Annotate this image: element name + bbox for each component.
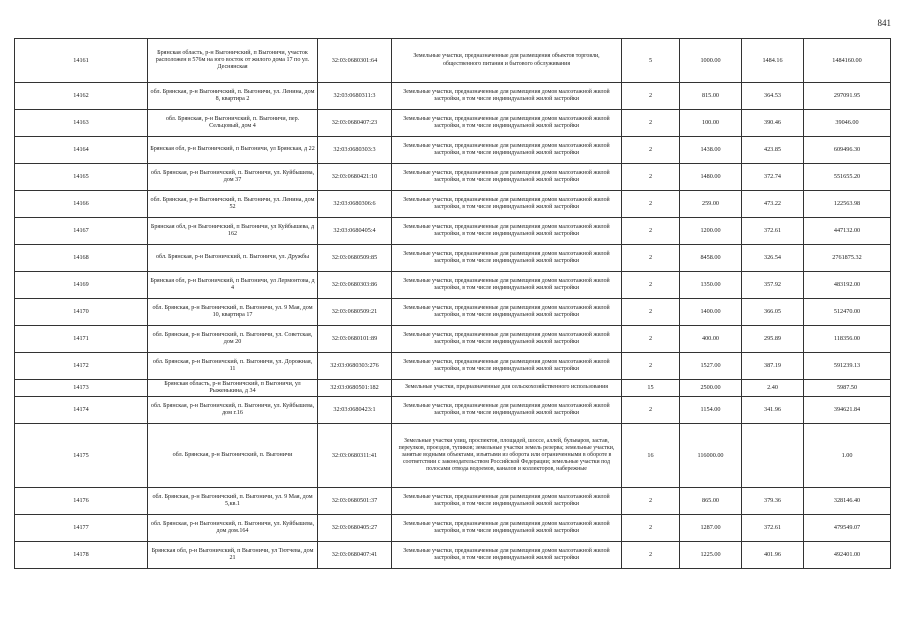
area-cell: 8458.00 (680, 245, 742, 272)
row-number: 14173 (15, 380, 148, 397)
address-cell: обл. Брянская, р-н Выгоничский, п. Выгоничи, ул. Дружбы (148, 245, 318, 272)
specific-value-cell: 341.96 (742, 397, 804, 424)
group-cell: 2 (622, 245, 680, 272)
group-cell: 2 (622, 218, 680, 245)
specific-value-cell: 366.05 (742, 299, 804, 326)
cadastral-cost-cell: 479549.07 (804, 515, 891, 542)
cadastral-number-cell: 32:03:0680101:89 (318, 326, 392, 353)
land-use-cell: Земельные участки, предназначенные для размещения домов малоэтажной жилой застройки, в том числе индивидуальной жилой застройки (392, 164, 622, 191)
land-use-cell: Земельные участки, предназначенные для размещения домов малоэтажной жилой застройки, в том числе индивидуальной жилой застройки (392, 83, 622, 110)
area-cell: 2500.00 (680, 380, 742, 397)
cadastral-number-cell: 32:03:0680423:1 (318, 397, 392, 424)
cadastral-cost-cell: 118356.00 (804, 326, 891, 353)
cadastral-number-cell: 32:03:0680509:85 (318, 245, 392, 272)
group-cell: 16 (622, 424, 680, 488)
land-use-cell: Земельные участки, предназначенные для размещения домов малоэтажной жилой застройки, в том числе индивидуальной жилой застройки (392, 397, 622, 424)
land-use-cell: Земельные участки, предназначенные для размещения домов малоэтажной жилой застройки, в том числе индивидуальной жилой застройки (392, 137, 622, 164)
specific-value-cell: 1484.16 (742, 39, 804, 83)
row-number: 14164 (15, 137, 148, 164)
land-use-cell: Земельные участки, предназначенные для размещения домов малоэтажной жилой застройки, в том числе индивидуальной жилой застройки (392, 488, 622, 515)
table-row (15, 424, 891, 488)
cadastral-cost-cell: 512470.00 (804, 299, 891, 326)
row-number: 14169 (15, 272, 148, 299)
row-number: 14171 (15, 326, 148, 353)
table-row (15, 326, 891, 353)
row-number: 14168 (15, 245, 148, 272)
specific-value-cell: 423.85 (742, 137, 804, 164)
specific-value-cell (742, 424, 804, 488)
table-row (15, 397, 891, 424)
group-cell: 2 (622, 353, 680, 380)
cadastral-cost-cell: 483192.00 (804, 272, 891, 299)
cadastral-cost-cell: 394621.84 (804, 397, 891, 424)
group-cell: 2 (622, 515, 680, 542)
address-cell: Брянская обл, р-н Выгоничский, п Выгоничи, ул Лермонтова, д 4 (148, 272, 318, 299)
area-cell: 1527.00 (680, 353, 742, 380)
area-cell: 259.00 (680, 191, 742, 218)
specific-value-cell: 372.61 (742, 218, 804, 245)
group-cell: 2 (622, 164, 680, 191)
table-row (15, 164, 891, 191)
address-cell: обл. Брянская, р-н Выгоничский, п. Выгоничи, ул. Куйбышева, дом 37 (148, 164, 318, 191)
cadastral-cost-cell: 297091.95 (804, 83, 891, 110)
row-number: 14166 (15, 191, 148, 218)
cadastral-number-cell: 32:03:0680501:37 (318, 488, 392, 515)
land-use-cell: Земельные участки, предназначенные для размещения домов малоэтажной жилой застройки, в том числе индивидуальной жилой застройки (392, 110, 622, 137)
cadastral-cost-cell: 1484160.00 (804, 39, 891, 83)
specific-value-cell: 364.53 (742, 83, 804, 110)
address-cell: обл. Брянская, р-н Выгоничский, п. Выгоничи, ул. Ленина, дом 8, квартира 2 (148, 83, 318, 110)
area-cell: 1154.00 (680, 397, 742, 424)
table-row (15, 218, 891, 245)
specific-value-cell: 2.40 (742, 380, 804, 397)
cadastral-number-cell: 32:03:0680306:6 (318, 191, 392, 218)
row-number: 14176 (15, 488, 148, 515)
table-row (15, 191, 891, 218)
group-cell: 2 (622, 488, 680, 515)
cadastral-number-cell: 32:03:0680421:10 (318, 164, 392, 191)
area-cell: 1480.00 (680, 164, 742, 191)
area-cell: 865.00 (680, 488, 742, 515)
table-row (15, 272, 891, 299)
group-cell: 5 (622, 39, 680, 83)
area-cell: 1200.00 (680, 218, 742, 245)
area-cell: 116000.00 (680, 424, 742, 488)
land-use-cell: Земельные участки, предназначенные для размещения домов малоэтажной жилой застройки, в том числе индивидуальной жилой застройки (392, 542, 622, 569)
area-cell: 400.00 (680, 326, 742, 353)
area-cell: 815.00 (680, 83, 742, 110)
group-cell: 2 (622, 299, 680, 326)
table-row (15, 380, 891, 397)
address-cell: Брянская обл, р-н Выгоничский, п Выгоничи, ул Тютчева, дом 21 (148, 542, 318, 569)
row-number: 14178 (15, 542, 148, 569)
land-use-cell: Земельные участки, предназначенные для размещения домов малоэтажной жилой застройки, в том числе индивидуальной жилой застройки (392, 515, 622, 542)
area-cell: 1287.00 (680, 515, 742, 542)
table-row (15, 245, 891, 272)
cadastral-number-cell: 32:03:0680301:64 (318, 39, 392, 83)
cadastral-number-cell: 32:03:0680311:3 (318, 83, 392, 110)
cadastral-number-cell: 32:03:0680407:23 (318, 110, 392, 137)
area-cell: 100.00 (680, 110, 742, 137)
page-number: 841 (877, 18, 891, 28)
table-body (15, 39, 891, 569)
group-cell: 2 (622, 83, 680, 110)
row-number: 14170 (15, 299, 148, 326)
table-row (15, 542, 891, 569)
land-use-cell: Земельные участки улиц, проспектов, площадей, шоссе, аллей, бульваров, застав, переулков, проездов, тупиков; земельные участки земель резерва; земельные участки, занятые водными объектами, изъятыми из оборота или ограниченными в обороте в соответствии с законодательством Российской Федерации; земельные участки под полосами отвода водоемов, каналов и коллекторов, набережные (392, 424, 622, 488)
row-number: 14162 (15, 83, 148, 110)
address-cell: обл. Брянская, р-н Выгоничский, п. Выгоничи (148, 424, 318, 488)
row-number: 14172 (15, 353, 148, 380)
group-cell: 2 (622, 326, 680, 353)
land-use-cell: Земельные участки, предназначенные для размещения домов малоэтажной жилой застройки, в том числе индивидуальной жилой застройки (392, 272, 622, 299)
table-row (15, 110, 891, 137)
row-number: 14177 (15, 515, 148, 542)
row-number: 14167 (15, 218, 148, 245)
group-cell: 2 (622, 397, 680, 424)
cadastral-cost-cell: 492401.00 (804, 542, 891, 569)
address-cell: обл. Брянская, р-н Выгоничский, п. Выгоничи, ул. 9 Мая, дом 10, квартира 17 (148, 299, 318, 326)
group-cell: 2 (622, 191, 680, 218)
specific-value-cell: 379.36 (742, 488, 804, 515)
cadastral-cost-cell: 447132.00 (804, 218, 891, 245)
cadastral-cost-cell: 122563.98 (804, 191, 891, 218)
specific-value-cell: 473.22 (742, 191, 804, 218)
land-use-cell: Земельные участки, предназначенные для размещения домов малоэтажной жилой застройки, в том числе индивидуальной жилой застройки (392, 245, 622, 272)
address-cell: Брянская обл, р-н Выгоничский, п Выгоничи, ул Брянская, д 22 (148, 137, 318, 164)
table-row (15, 488, 891, 515)
area-cell: 1225.00 (680, 542, 742, 569)
cadastral-cost-cell: 5987.50 (804, 380, 891, 397)
land-use-cell: Земельные участки, предназначенные для размещения домов малоэтажной жилой застройки, в том числе индивидуальной жилой застройки (392, 326, 622, 353)
area-cell: 1000.00 (680, 39, 742, 83)
specific-value-cell: 401.96 (742, 542, 804, 569)
specific-value-cell: 387.19 (742, 353, 804, 380)
cadastral-number-cell: 32:03:0680405:4 (318, 218, 392, 245)
row-number: 14163 (15, 110, 148, 137)
row-number: 14161 (15, 39, 148, 83)
land-use-cell: Земельные участки, предназначенные для размещения домов малоэтажной жилой застройки, в том числе индивидуальной жилой застройки (392, 218, 622, 245)
address-cell: обл. Брянская, р-н Выгоничский, п. Выгоничи, пер. Сельцовый, дом 4 (148, 110, 318, 137)
group-cell: 2 (622, 110, 680, 137)
cadastral-number-cell: 32:03:0680407:41 (318, 542, 392, 569)
specific-value-cell: 390.46 (742, 110, 804, 137)
cadastral-value-table (14, 38, 891, 569)
specific-value-cell: 295.89 (742, 326, 804, 353)
table-row (15, 39, 891, 83)
land-use-cell: Земельные участки, предназначенные для размещения домов малоэтажной жилой застройки, в том числе индивидуальной жилой застройки (392, 299, 622, 326)
table-row (15, 299, 891, 326)
group-cell: 2 (622, 137, 680, 164)
address-cell: обл. Брянская, р-н Выгоничский, п. Выгоничи, ул. Советская, дом 20 (148, 326, 318, 353)
group-cell: 2 (622, 542, 680, 569)
cadastral-cost-cell: 551655.20 (804, 164, 891, 191)
group-cell: 2 (622, 272, 680, 299)
address-cell: Брянская область, р-н Выгоничский, п Выгоничи, ул Рыженькина, д 34 (148, 380, 318, 397)
specific-value-cell: 372.74 (742, 164, 804, 191)
row-number: 14165 (15, 164, 148, 191)
cadastral-number-cell: 32:03:0680501:182 (318, 380, 392, 397)
specific-value-cell: 326.54 (742, 245, 804, 272)
cadastral-cost-cell: 328146.40 (804, 488, 891, 515)
group-cell: 15 (622, 380, 680, 397)
row-number: 14174 (15, 397, 148, 424)
land-use-cell: Земельные участки, предназначенные для сельскохозяйственного использования (392, 380, 622, 397)
specific-value-cell: 357.92 (742, 272, 804, 299)
table-row (15, 83, 891, 110)
row-number: 14175 (15, 424, 148, 488)
table-row (15, 137, 891, 164)
land-use-cell: Земельные участки, предназначенные для размещения объектов торговли, общественного питания и бытового обслуживания (392, 39, 622, 83)
cadastral-cost-cell: 591239.13 (804, 353, 891, 380)
area-cell: 1350.00 (680, 272, 742, 299)
specific-value-cell: 372.61 (742, 515, 804, 542)
land-use-cell: Земельные участки, предназначенные для размещения домов малоэтажной жилой застройки, в том числе индивидуальной жилой застройки (392, 353, 622, 380)
table-row (15, 515, 891, 542)
address-cell: обл. Брянская, р-н Выгоничский, п. Выгоничи, ул. 9 Мая, дом 5,кв.1 (148, 488, 318, 515)
land-use-cell: Земельные участки, предназначенные для размещения домов малоэтажной жилой застройки, в том числе индивидуальной жилой застройки (392, 191, 622, 218)
cadastral-number-cell: 32:03:0680303:3 (318, 137, 392, 164)
address-cell: обл. Брянская, р-н Выгоничский, п. Выгоничи, ул. Ленина, дом 52 (148, 191, 318, 218)
cadastral-cost-cell: 39046.00 (804, 110, 891, 137)
cadastral-cost-cell: 1.00 (804, 424, 891, 488)
cadastral-cost-cell: 2761875.32 (804, 245, 891, 272)
cadastral-cost-cell: 609496.30 (804, 137, 891, 164)
cadastral-number-cell: 32:03:0680303:86 (318, 272, 392, 299)
cadastral-number-cell: 32:03:0680509:21 (318, 299, 392, 326)
table-row (15, 353, 891, 380)
cadastral-number-cell: 32:03:0680405:27 (318, 515, 392, 542)
address-cell: обл. Брянская, р-н Выгоничский, п. Выгоничи, ул. Куйбышева, дом дом.164 (148, 515, 318, 542)
cadastral-number-cell: 32:03:0680311:41 (318, 424, 392, 488)
area-cell: 1400.00 (680, 299, 742, 326)
address-cell: Брянская обл, р-н Выгоничский, п Выгоничи, ул Куйбышева, д 162 (148, 218, 318, 245)
address-cell: обл. Брянская, р-н Выгоничский, п. Выгоничи, ул. Дорожная, 11 (148, 353, 318, 380)
area-cell: 1438.00 (680, 137, 742, 164)
address-cell: Брянская область, р-н Выгоничский, п Выгоничи, участок расположен в 576м на юго восток от жилого дома 17 по ул. Деснянская (148, 39, 318, 83)
cadastral-number-cell: 32:03:0680303:276 (318, 353, 392, 380)
address-cell: обл. Брянская, р-н Выгоничский, п. Выгоничи, ул. Куйбышева, дом г.16 (148, 397, 318, 424)
